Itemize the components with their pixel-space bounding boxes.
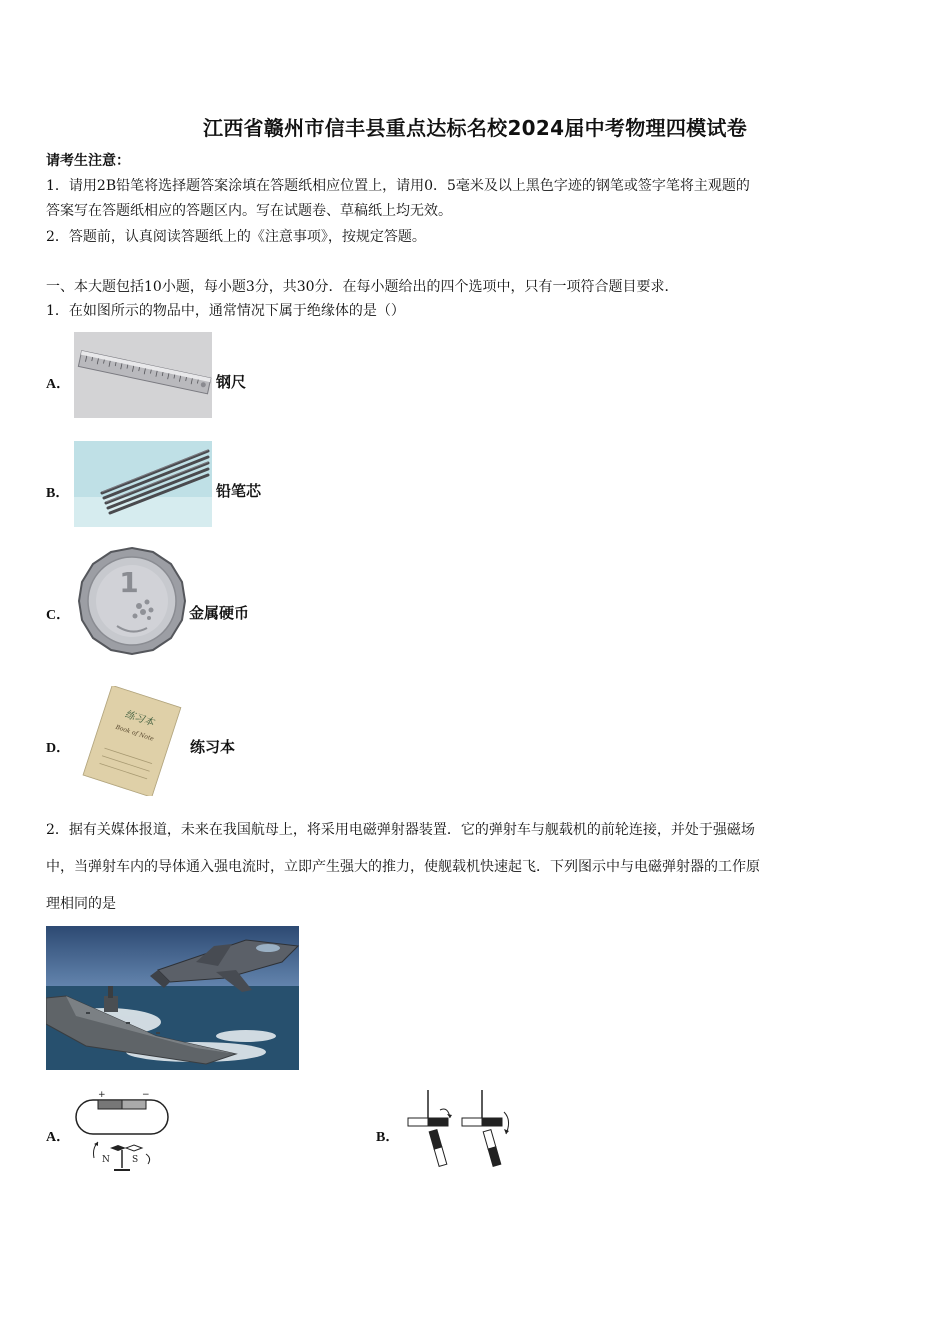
pencil-lead-image bbox=[74, 441, 212, 527]
option-d-letter: D． bbox=[46, 741, 71, 756]
option-a-text: 钢尺 bbox=[216, 373, 247, 391]
south-pole-label: S bbox=[132, 1155, 139, 1165]
q2-diagram-a bbox=[74, 1088, 170, 1176]
notebook-subtitle: Book of Note bbox=[114, 723, 155, 743]
question-2-line-2: 中，当弹射车内的导体通入强电流时，立即产生强大的推力，使舰载机快速起飞．下列图示中与电磁弹射器的工作原 bbox=[46, 859, 760, 875]
option-b-letter: B． bbox=[46, 486, 70, 501]
section-heading: 一、本大题包括10小题，每小题3分，共30分．在每小题给出的四个选项中，只有一项符合题目要求． bbox=[46, 279, 679, 295]
battery-minus-sign: − bbox=[142, 1090, 150, 1100]
notice-line-1b: 答案写在答题纸相应的答题区内。写在试题卷、草稿纸上均无效。 bbox=[46, 203, 452, 219]
notice-line-1a: 1．请用2B铅笔将选择题答案涂填在答题纸相应位置上，请用0．5毫米及以上黑色字迹的钢笔或签字笔将主观题的 bbox=[46, 178, 750, 194]
coin-digit: 1 bbox=[119, 566, 139, 599]
q2-option-a-letter: A． bbox=[46, 1130, 71, 1145]
page-title: 江西省赣州市信丰县重点达标名校2024届中考物理四模试卷 bbox=[202, 116, 748, 140]
q2-diagram-b bbox=[404, 1088, 524, 1172]
exercise-book-image bbox=[76, 686, 186, 796]
option-c-letter: C． bbox=[46, 608, 71, 623]
question-1-stem: 1．在如图所示的物品中，通常情况下属于绝缘体的是（） bbox=[46, 303, 405, 319]
battery-plus-sign: + bbox=[98, 1090, 106, 1100]
metal-coin-image bbox=[77, 546, 187, 656]
option-a-letter: A． bbox=[46, 377, 71, 392]
option-d-text: 练习本 bbox=[190, 738, 236, 756]
north-pole-label: N bbox=[102, 1155, 110, 1165]
question-2-line-1: 2．据有关媒体报道，未来在我国航母上，将采用电磁弹射器装置．它的弹射车与舰载机的前轮连接，并处于强磁场 bbox=[46, 822, 755, 838]
notebook-title: 练习本 bbox=[123, 709, 156, 729]
notice-line-2: 2．答题前，认真阅读答题纸上的《注意事项》，按规定答题。 bbox=[46, 229, 426, 245]
steel-ruler-image bbox=[74, 332, 212, 418]
option-c-text: 金属硬币 bbox=[189, 604, 250, 622]
q2-option-b-letter: B． bbox=[376, 1130, 400, 1145]
option-b-text: 铅笔芯 bbox=[216, 482, 262, 500]
question-2-line-3: 理相同的是 bbox=[46, 896, 116, 912]
notice-heading: 请考生注意： bbox=[46, 153, 130, 169]
carrier-jet-image bbox=[46, 926, 299, 1070]
